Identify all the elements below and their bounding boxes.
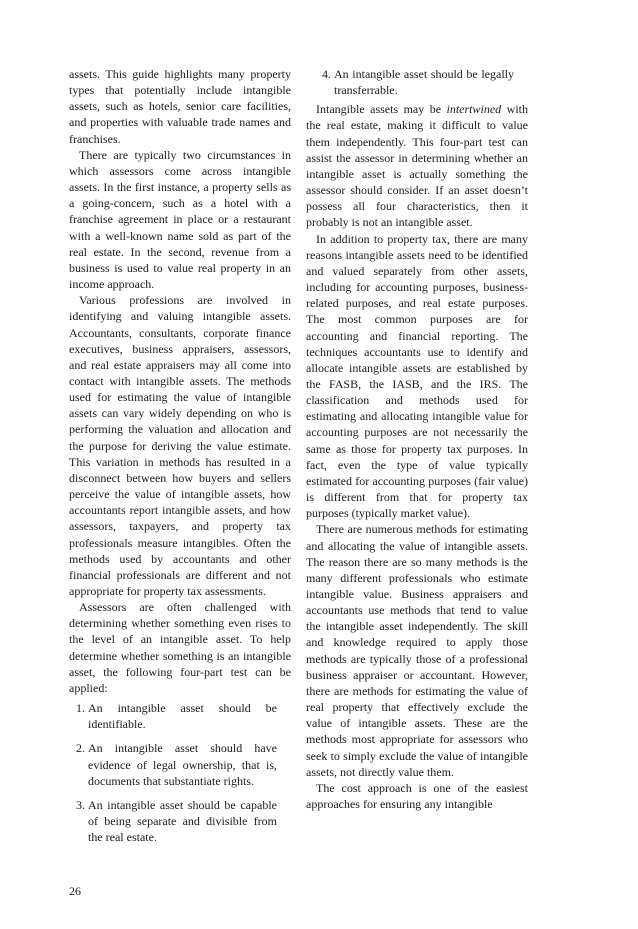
four-part-test-list-continued [306,66,528,98]
paragraph: There are typically two circumstances in which assessors come across intangible assets. In the first instance, a property sells as a going-concern, such as a hotel with a franchise agreement in place or a restaurant with a well-known name sold as part of the real estate. In the second, revenue from a business is used to value real property in an income approach. [69,147,291,292]
list-item-text: An intangible asset should be identifiable. [88,701,277,732]
list-item [315,66,514,98]
paragraph: Assessors are often challenged with determining whether something even rises to the level of an intangible asset. To help determine whether something is an intangible asset, the following four-part test can be applied: [69,600,291,695]
emphasis-text: intertwined [446,102,502,117]
paragraph: In addition to property tax, there are many reasons intangible assets need to be identified and valued separately from other assets, including for accounting purposes, business-related purposes, and real estate purposes. The most common purposes are for accounting and financial reporting. The techniques accountants use to identify and allocate intangible assets are established by the FASB, the IASB, and the IRS. The classification and methods used for estimating and allocating intangible value for accounting purposes are not necessarily the same as those for property tax purposes. In fact, even the type of value typically estimated for accounting purposes (fair value) is different from that for property tax purposes (typically market value). [306,231,528,521]
list-item-number: 4. [322,67,331,81]
paragraph-text: with the real estate, making it difficult to value them independently. This four-part test can assist the assessor in determining whether an intangible asset is actually something the assessor should consider. If an asset doesn’t possess all four characteristics, then it probably is not an intangible asset. [306,102,528,230]
paragraph: The cost approach is one of the easiest approaches for ensuring any intangible [306,780,528,812]
list-item-number: 3. [76,797,85,812]
list-item [69,700,277,732]
paragraph [306,101,528,230]
right-column [306,66,528,812]
paragraph: There are numerous methods for estimating and allocating the value of intangible assets. The reason there are so many methods is the many different professionals who estimate intangible value. Business appraisers and accountants use methods that tend to value the intangible asset independently. The skill and knowledge required to apply those methods are typically those of a professional business appraiser or accountant. However, there are methods for estimating the value of real property that effectively exclude the value of intangible assets. These are the methods most appropriate for assessors who seek to simply exclude the value of intangible assets, not directly value them. [306,522,528,779]
list-item-text: An intangible asset should be legally transferrable. [334,67,514,98]
list-item-text: An intangible asset should have evidence of legal ownership, that is, documents that substantiate rights. [88,741,277,788]
list-item-text: An intangible asset should be capable of being separate and divisible from the real estate. [88,797,277,845]
four-part-test-list [69,700,291,845]
paragraph-text: Intangible assets may be [316,102,447,117]
list-item-number: 2. [76,741,85,756]
paragraph: assets. This guide highlights many property types that potentially include intangible assets, such as hotels, senior care facilities, and properties with valuable trade names and franchises. [69,67,291,146]
list-item-number: 1. [76,701,85,716]
left-column [69,66,291,853]
page-number: 26 [69,884,81,898]
paragraph: Various professions are involved in identifying and valuing intangible assets. Accountants, consultants, corporate finance executives, business appraisers, assessors, and real estate appraisers may all come into contact with intangible assets. The methods used for estimating the value of intangible assets can vary widely depending on who is performing the valuation and allocation and the purpose for deriving the value estimate. This variation in methods has resulted in a disconnect between how buyers and sellers perceive the value of intangible assets, how accountants report intangible assets, and how assessors, taxpayers, and property tax professionals measure intangibles. Often the methods used by accountants and other financial professionals are different and not appropriate for property tax assessments. [69,293,291,598]
list-item [69,797,277,845]
list-item [69,740,277,788]
